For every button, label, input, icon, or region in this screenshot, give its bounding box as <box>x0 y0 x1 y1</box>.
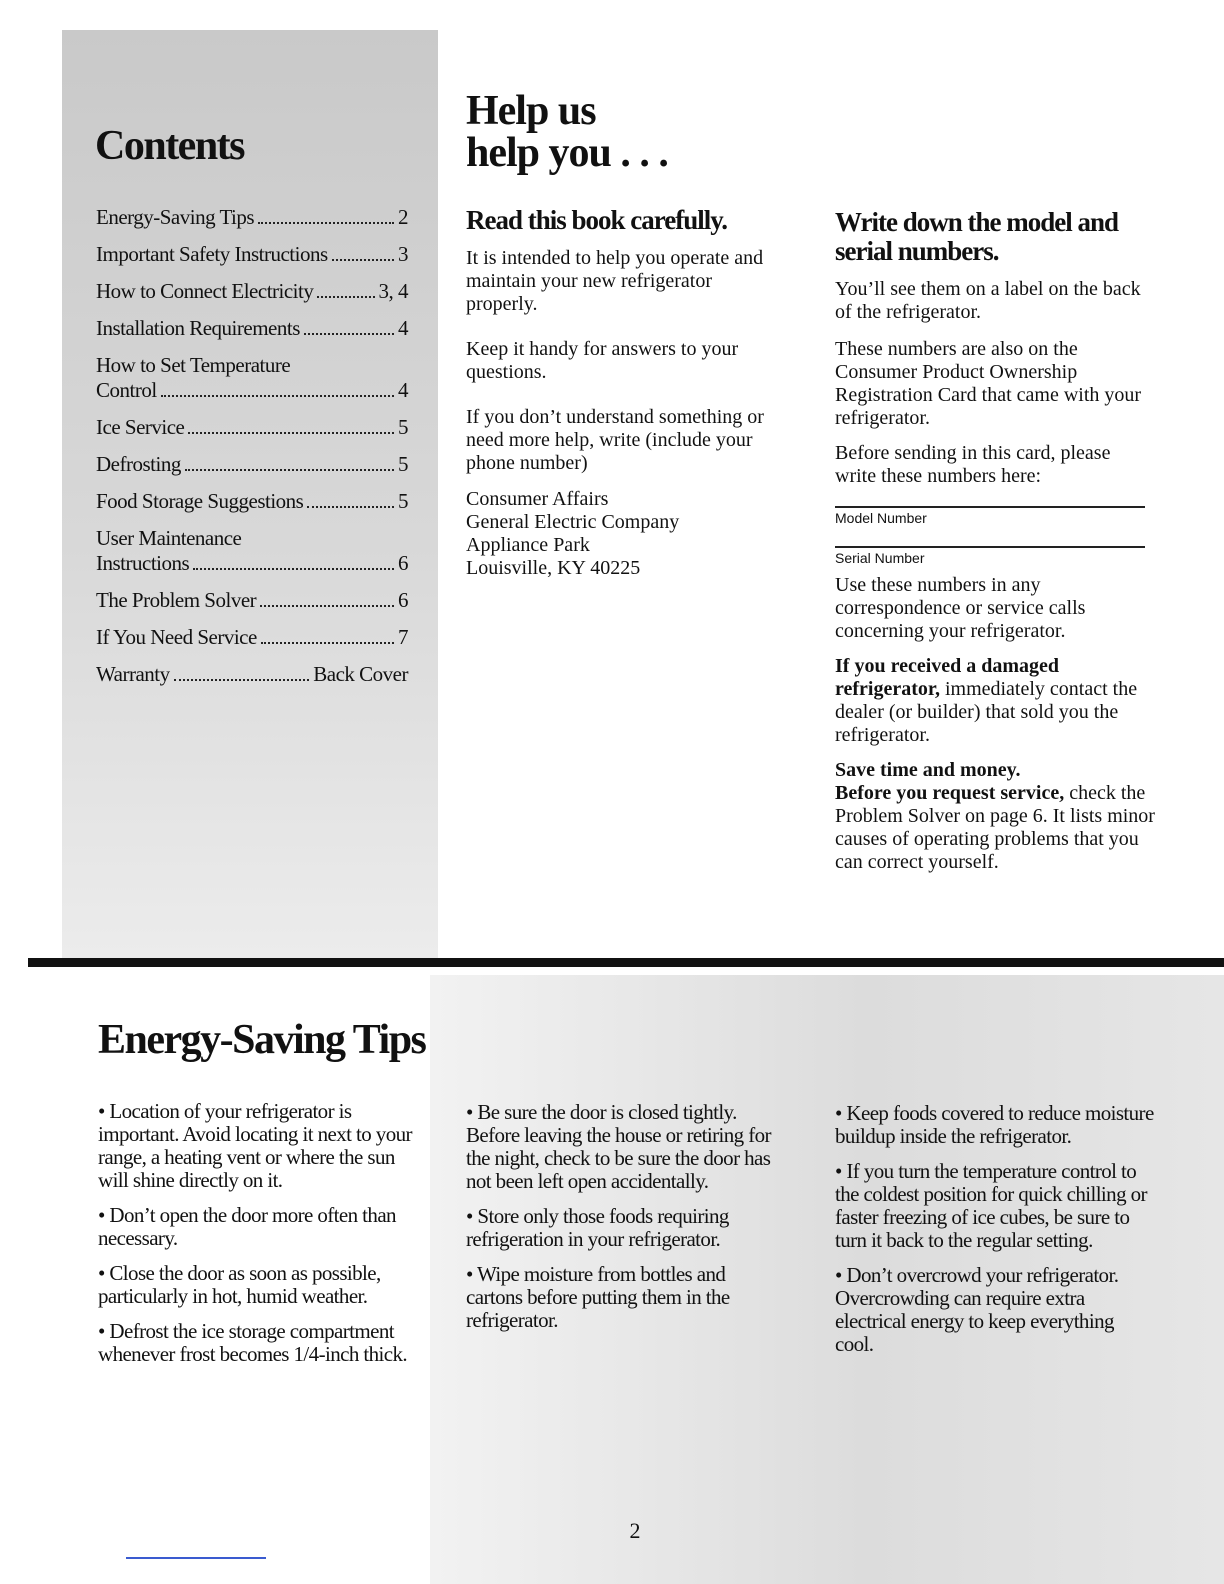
toc-item-label-continued: Instructions <box>96 551 190 575</box>
energy-tips-column-3 <box>835 1102 1155 1368</box>
write-section <box>835 208 1155 874</box>
toc-leader <box>193 568 394 570</box>
read-paragraph-2: Keep it handy for answers to your questions. <box>466 338 739 383</box>
section-divider <box>28 958 1224 967</box>
toc-item-label: How to Connect Electricity <box>96 279 314 303</box>
toc-item-page: Back Cover <box>313 662 408 686</box>
energy-tip: • Don’t open the door more often than necessary. <box>98 1203 396 1250</box>
toc-leader <box>317 296 374 298</box>
save-time-heading: Save time and money. <box>835 759 1021 781</box>
toc-item-page: 6 <box>398 588 408 612</box>
toc-item[interactable] <box>96 316 408 341</box>
toc-item-page: 3 <box>398 242 408 266</box>
energy-tip: • Keep foods covered to reduce moisture buildup inside the refrigerator. <box>835 1101 1154 1148</box>
energy-tips-column-1 <box>98 1100 418 1378</box>
energy-tip: • Store only those foods requiring refrigeration in your refrigerator. <box>466 1204 729 1251</box>
toc-item[interactable] <box>96 353 408 403</box>
help-title-line2: help you . . . <box>466 130 668 176</box>
toc-item[interactable] <box>96 415 408 440</box>
toc-leader <box>185 469 394 471</box>
energy-tip: • Be sure the door is closed tightly. Before leaving the house or retiring for the night, check to be sure the door has not been left open accidentally. <box>466 1100 771 1193</box>
energy-tips-title: Energy-Saving Tips <box>98 1017 426 1063</box>
energy-tip: • If you turn the temperature control to the coldest position for quick chilling or faster freezing of ice cubes, be sure to turn it back to the regular setting. <box>835 1159 1147 1252</box>
toc-item-label: Energy-Saving Tips <box>96 205 255 229</box>
toc-item-label: Defrosting <box>96 452 181 476</box>
serial-number-line[interactable] <box>835 546 1145 548</box>
energy-tip: • Don’t overcrowd your refrigerator. Overcrowding can require extra electrical energy to keep everything cool. <box>835 1263 1119 1356</box>
address-line: Louisville, KY 40225 <box>466 557 641 579</box>
toc-leader <box>307 506 394 508</box>
toc-item[interactable] <box>96 526 408 576</box>
toc-item-label: Installation Requirements <box>96 316 300 340</box>
energy-tip: • Wipe moisture from bottles and cartons before putting them in the refrigerator. <box>466 1262 730 1332</box>
help-title <box>466 90 668 174</box>
footer-rule <box>126 1557 266 1559</box>
toc-item-page: 6 <box>398 551 408 575</box>
toc-leader <box>161 395 394 397</box>
before-service-bold: Before you request service, <box>835 782 1065 804</box>
model-number-label: Model Number <box>835 510 927 526</box>
read-paragraph-3: If you don’t understand something or need more help, write (include your phone number) <box>466 406 764 474</box>
toc-item-page: 2 <box>398 205 408 229</box>
toc-leader <box>304 333 394 335</box>
write-paragraph-2: These numbers are also on the Consumer Product Ownership Registration Card that came with your refrigerator. <box>835 338 1142 429</box>
address-line: General Electric Company <box>466 511 680 533</box>
model-number-line[interactable] <box>835 506 1145 508</box>
energy-tip: • Location of your refrigerator is important. Avoid locating it next to your range, a heating vent or where the sun will shine directly on it. <box>98 1099 412 1192</box>
toc-leader <box>188 432 394 434</box>
toc-item[interactable] <box>96 205 408 230</box>
contents-title: Contents <box>95 123 245 169</box>
toc-item[interactable] <box>96 588 408 613</box>
save-time-notice <box>835 759 1155 874</box>
energy-tips-column-2 <box>466 1101 786 1344</box>
before-service-text: check the Problem Solver on page 6. It lists minor causes of operating problems that you can correct yourself. <box>835 782 1155 873</box>
contents-list <box>96 205 408 699</box>
damaged-notice-bold: If you received a damaged refrigerator, <box>835 655 1060 700</box>
toc-leader <box>258 222 394 224</box>
toc-leader <box>260 605 394 607</box>
toc-item-label: Food Storage Suggestions <box>96 489 304 513</box>
toc-item-page: 4 <box>398 378 408 402</box>
read-section <box>466 206 786 580</box>
address-line: Consumer Affairs <box>466 488 609 510</box>
toc-item-label: If You Need Service <box>96 625 257 649</box>
toc-item-label: Ice Service <box>96 415 185 439</box>
toc-leader <box>174 679 310 681</box>
toc-item-page: 5 <box>398 452 408 476</box>
toc-item-label-continued: Control <box>96 378 157 402</box>
help-title-line1: Help us <box>466 88 596 134</box>
damaged-notice <box>835 655 1155 747</box>
energy-tip: • Close the door as soon as possible, particularly in hot, humid weather. <box>98 1261 381 1308</box>
toc-item-page: 7 <box>398 625 408 649</box>
toc-item[interactable] <box>96 662 408 687</box>
toc-item-page: 5 <box>398 489 408 513</box>
energy-tip: • Defrost the ice storage compartment whenever frost becomes 1/4-inch thick. <box>98 1319 408 1366</box>
toc-item-label: The Problem Solver <box>96 588 257 612</box>
read-paragraph-1: It is intended to help you operate and maintain your new refrigerator properly. <box>466 247 764 315</box>
read-heading: Read this book carefully. <box>466 205 728 235</box>
toc-item[interactable] <box>96 242 408 267</box>
toc-item[interactable] <box>96 452 408 477</box>
toc-item-label: Important Safety Instructions <box>96 242 328 266</box>
toc-item-label: User Maintenance <box>96 526 242 550</box>
serial-number-label: Serial Number <box>835 550 925 566</box>
mailing-address <box>466 488 786 580</box>
address-line: Appliance Park <box>466 534 590 556</box>
page-number: 2 <box>629 1518 641 1543</box>
toc-item-label: How to Set Temperature <box>96 353 291 377</box>
toc-item-label: Warranty <box>96 662 170 686</box>
toc-item-page: 3, 4 <box>378 279 408 303</box>
toc-leader <box>332 259 394 261</box>
toc-leader <box>261 642 394 644</box>
write-paragraph-4: Use these numbers in any correspondence or service calls concerning your refrigerator. <box>835 574 1086 642</box>
write-paragraph-1: You’ll see them on a label on the back of the refrigerator. <box>835 278 1141 323</box>
write-paragraph-3: Before sending in this card, please write these numbers here: <box>835 442 1111 487</box>
write-heading: Write down the model and serial numbers. <box>835 207 1119 266</box>
toc-item-page: 5 <box>398 415 408 439</box>
toc-item[interactable] <box>96 279 408 304</box>
toc-item[interactable] <box>96 625 408 650</box>
toc-item[interactable] <box>96 489 408 514</box>
damaged-notice-text: immediately contact the dealer (or builder) that sold you the refrigerator. <box>835 678 1138 746</box>
toc-item-page: 4 <box>398 316 408 340</box>
